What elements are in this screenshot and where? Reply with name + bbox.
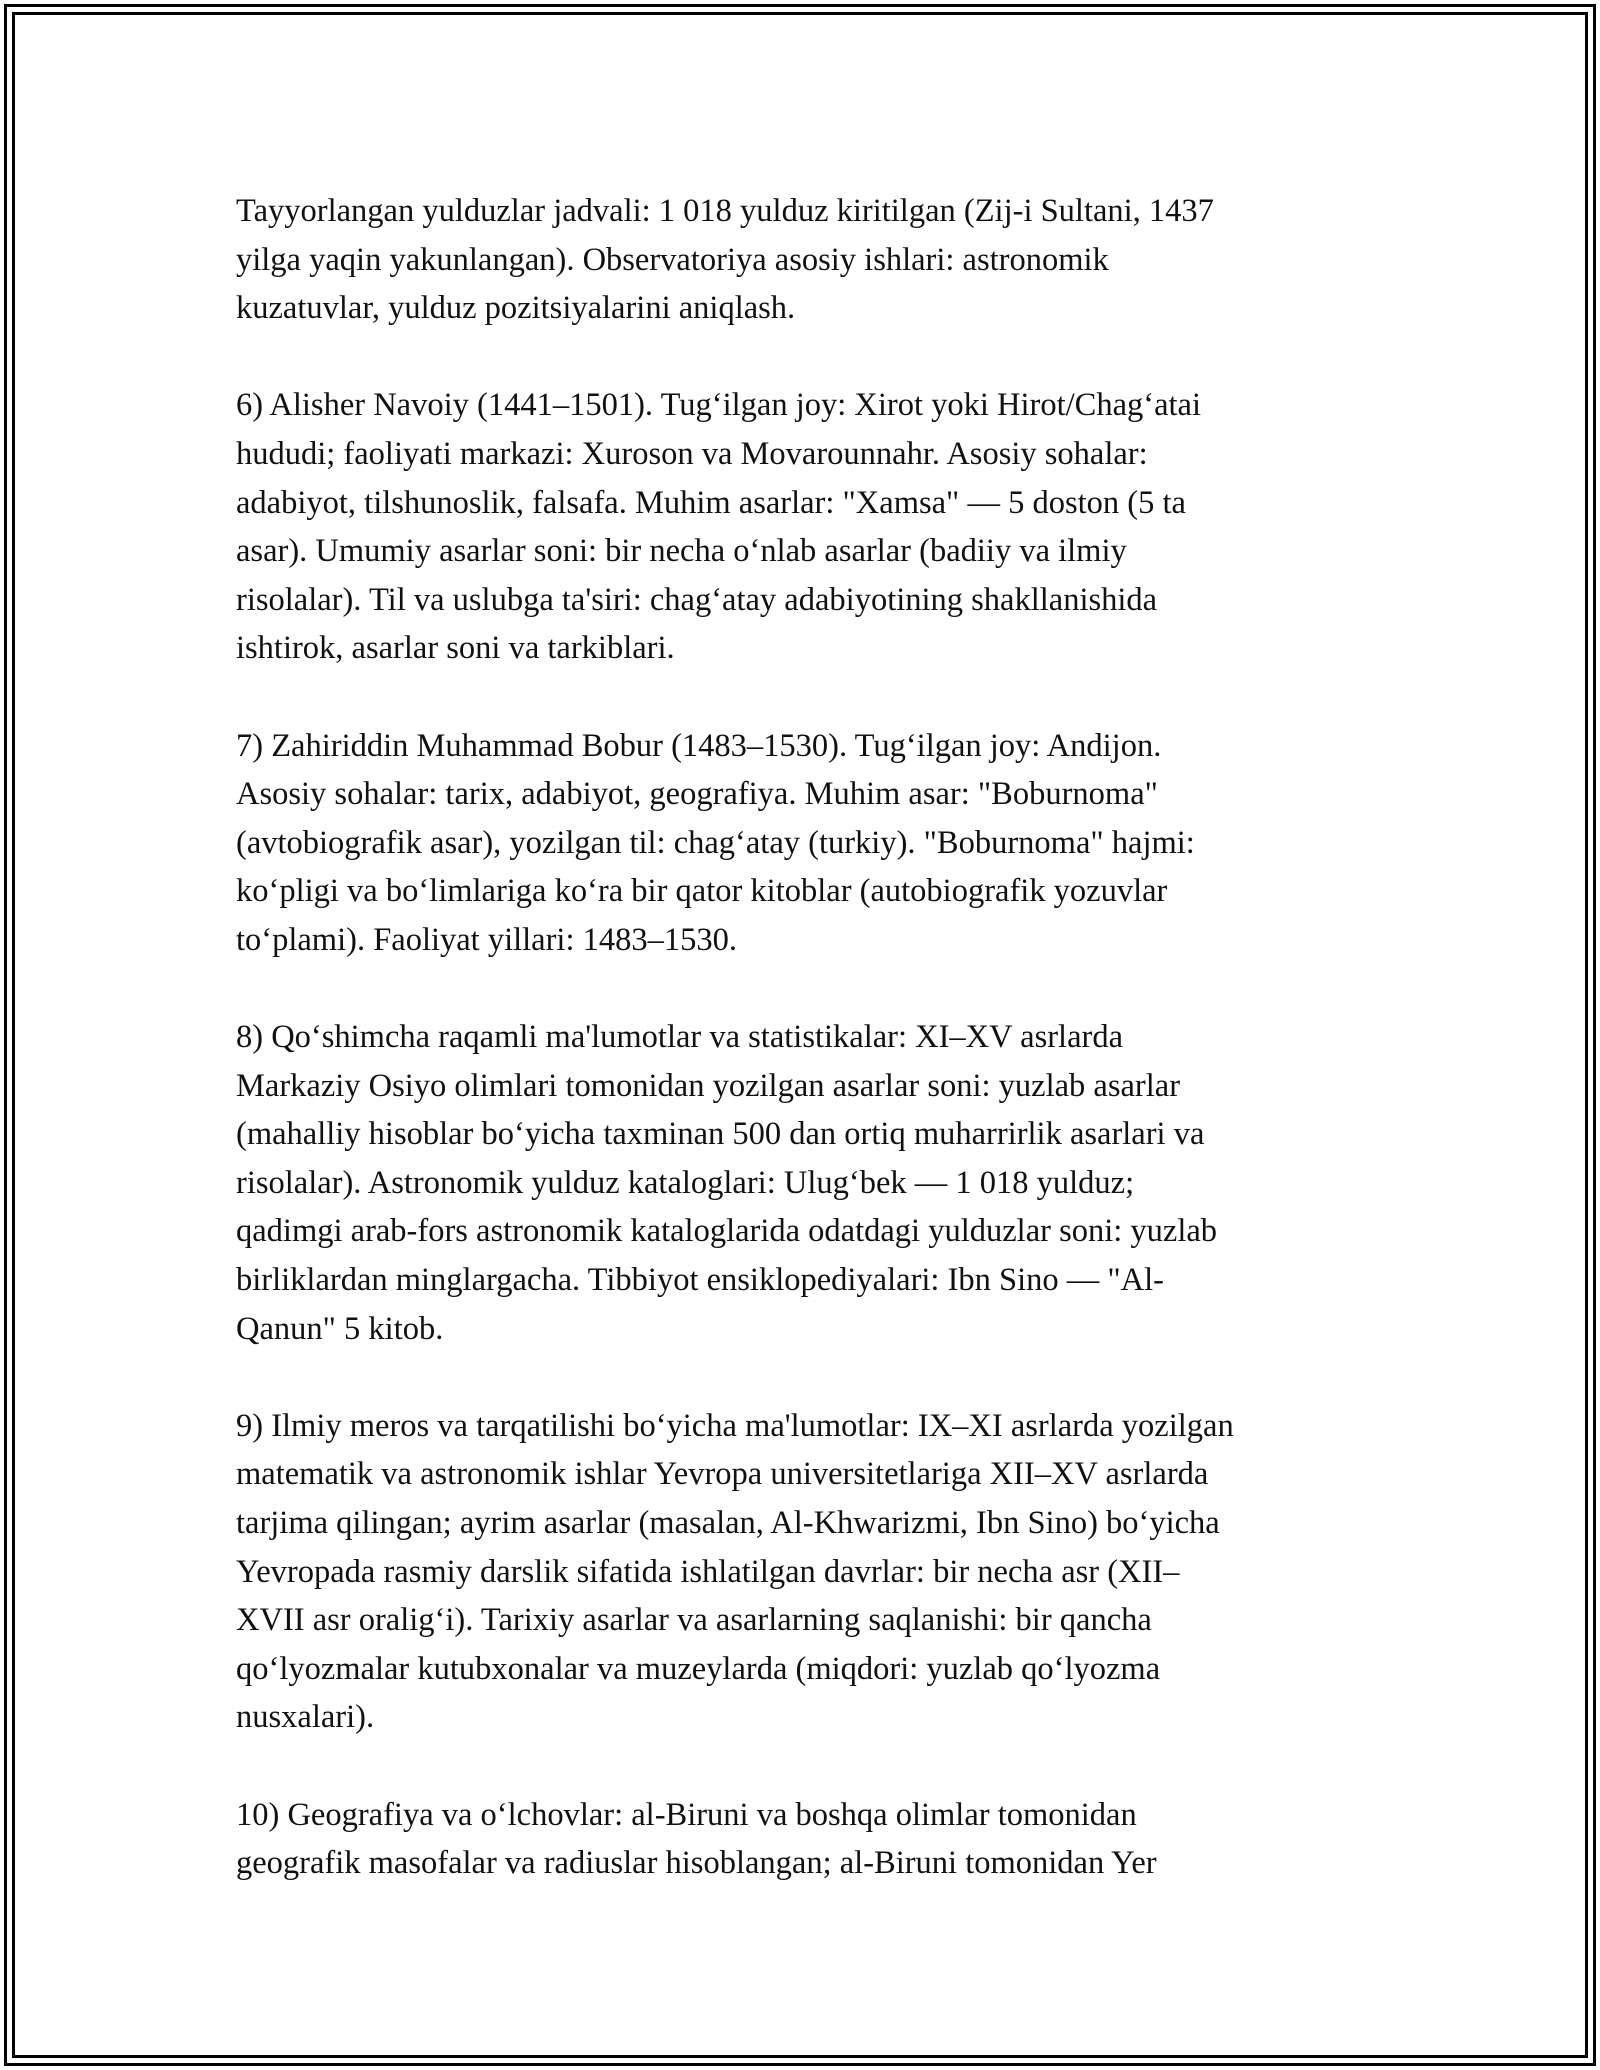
text-line: XVII asr oralig‘i). Tarixiy asarlar va asarlarning saqlanishi: bir qancha — [236, 1602, 1152, 1639]
document-body — [236, 187, 1371, 1936]
text-line: Qanun" 5 kitob. — [236, 1310, 444, 1347]
text-line: Tayyorlangan yulduzlar jadvali: 1 018 yulduz kiritilgan (Zij-i Sultani, 1437 — [236, 193, 1214, 229]
paragraph — [236, 1791, 1371, 1888]
text-line: risolalar). Til va uslubga ta'siri: chag‘atay adabiyotining shakllanishida — [236, 581, 1158, 618]
text-line: birliklardan minglargacha. Tibbiyot ensiklopediyalari: Ibn Sino — "Al- — [236, 1262, 1164, 1299]
text-line: nusxalari). — [236, 1699, 375, 1736]
text-line: (mahalliy hisoblar bo‘yicha taxminan 500 dan ortiq muharrirlik asarlari va — [236, 1116, 1205, 1153]
text-line: 10) Geografiya va o‘lchovlar: al-Biruni va boshqa olimlar tomonidan — [236, 1796, 1137, 1833]
text-line: Yevropada rasmiy darslik sifatida ishlatilgan davrlar: bir necha asr (XII– — [236, 1553, 1180, 1590]
text-line: geografik masofalar va radiuslar hisoblangan; al-Biruni tomonidan Yer — [236, 1845, 1157, 1882]
text-line: Markaziy Osiyo olimlari tomonidan yozilgan asarlar soni: yuzlab asarlar — [236, 1067, 1181, 1104]
paragraph — [236, 381, 1371, 673]
paragraph — [236, 1013, 1371, 1353]
text-line: yilga yaqin yakunlangan). Observatoriya asosiy ishlari: astronomik — [236, 241, 1109, 278]
text-line: adabiyot, tilshunoslik, falsafa. Muhim asarlar: "Xamsa" — 5 doston (5 ta — [236, 484, 1186, 521]
text-line: qo‘lyozmalar kutubxonalar va muzeylarda (miqdori: yuzlab qo‘lyozma — [236, 1650, 1161, 1687]
text-line: hududi; faoliyati markazi: Xuroson va Movarounnahr. Asosiy sohalar: — [236, 435, 1148, 472]
text-line: 8) Qo‘shimcha raqamli ma'lumotlar va statistikalar: XI–XV asrlarda — [236, 1019, 1124, 1056]
text-line: qadimgi arab-fors astronomik kataloglarida odatdagi yulduzlar soni: yuzlab — [236, 1213, 1218, 1250]
text-line: ko‘pligi va bo‘limlariga ko‘ra bir qator kitoblar (autobiografik yozuvlar — [236, 873, 1168, 910]
text-line: tarjima qilingan; ayrim asarlar (masalan, Al-Khwarizmi, Ibn Sino) bo‘yicha — [236, 1505, 1220, 1542]
text-line: (avtobiografik asar), yozilgan til: chag‘atay (turkiy). "Boburnoma" hajmi: — [236, 824, 1195, 861]
paragraph — [236, 187, 1371, 333]
text-line: ishtirok, asarlar soni va tarkiblari. — [236, 630, 675, 667]
text-line: asar). Umumiy asarlar soni: bir necha o‘nlab asarlar (badiiy va ilmiy — [236, 533, 1127, 570]
text-line: risolalar). Astronomik yulduz kataloglari: Ulug‘bek — 1 018 yulduz; — [236, 1164, 1135, 1201]
text-line: matematik va astronomik ishlar Yevropa universitetlariga XII–XV asrlarda — [236, 1456, 1209, 1493]
text-line: kuzatuvlar, yulduz pozitsiyalarini aniqlash. — [236, 290, 796, 327]
text-line: Asosiy sohalar: tarix, adabiyot, geografiya. Muhim asar: "Boburnoma" — [236, 776, 1158, 813]
text-line: 9) Ilmiy meros va tarqatilishi bo‘yicha ma'lumotlar: IX–XI asrlarda yozilgan — [236, 1407, 1234, 1444]
text-line: to‘plami). Faoliyat yillari: 1483–1530. — [236, 921, 737, 958]
text-line: 7) Zahiriddin Muhammad Bobur (1483–1530). Tug‘ilgan joy: Andijon. — [236, 727, 1162, 764]
paragraph — [236, 722, 1371, 965]
text-line: 6) Alisher Navoiy (1441–1501). Tug‘ilgan joy: Xirot yoki Hirot/Chag‘atai — [236, 387, 1201, 424]
paragraph — [236, 1402, 1371, 1742]
